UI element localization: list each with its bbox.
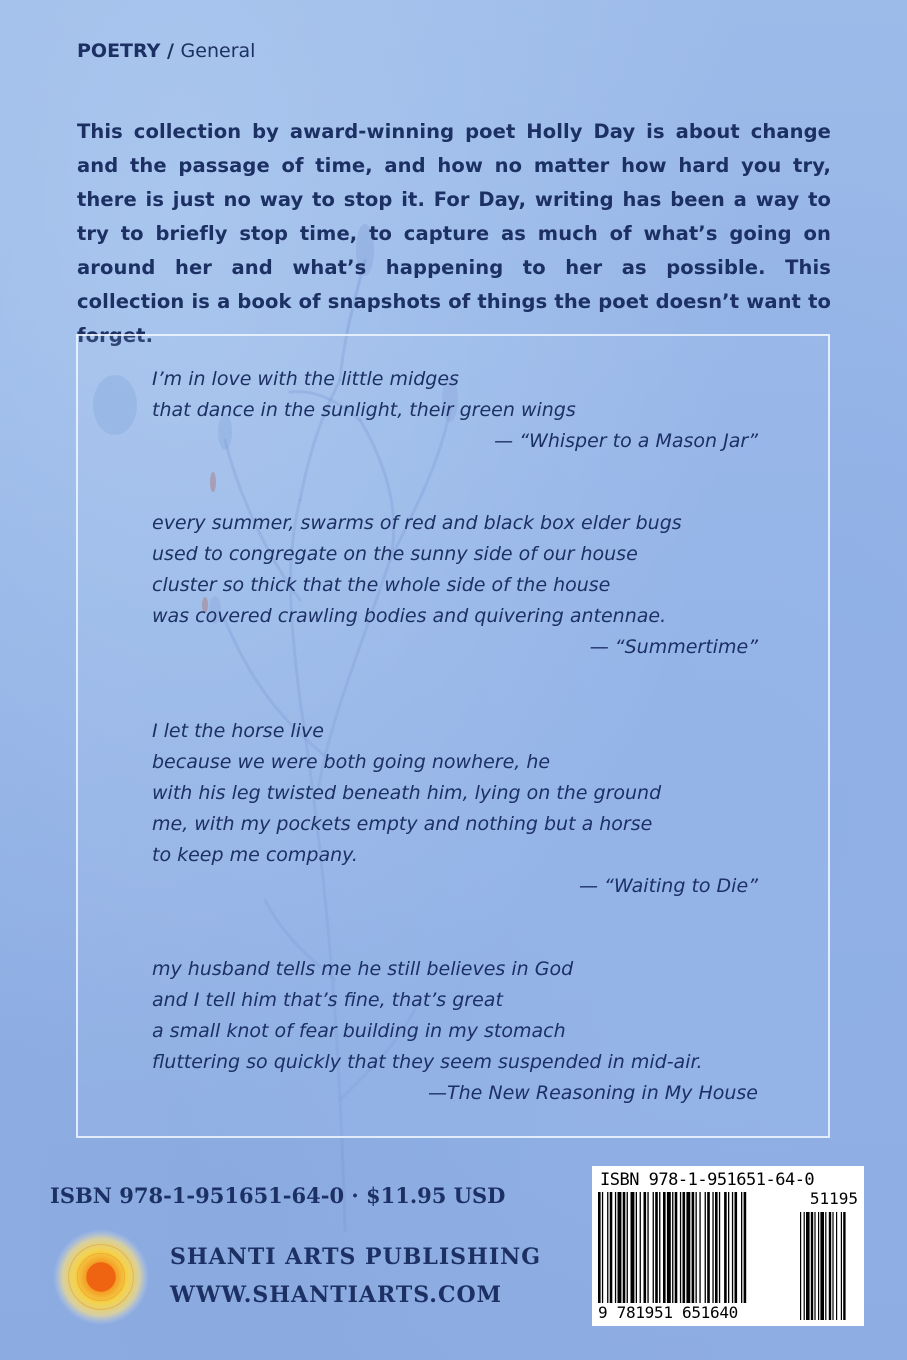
- publisher-block: [170, 1238, 541, 1314]
- category-sub: General: [180, 40, 256, 62]
- quote-attribution: —The New Reasoning in My House: [428, 1082, 758, 1104]
- quote-line: I’m in love with the little midges: [152, 368, 459, 390]
- quote-4: [152, 954, 758, 1109]
- quote-line: me, with my pockets empty and nothing but a horse: [152, 813, 653, 835]
- quote-line: my husband tells me he still believes in God: [152, 958, 574, 980]
- publisher-sun-logo: [52, 1228, 150, 1326]
- category-label: POETRY / General: [77, 40, 256, 62]
- quote-attribution: — “Summertime”: [589, 636, 758, 658]
- quote-line: every summer, swarms of red and black box elder bugs: [152, 512, 682, 534]
- quote-line: used to congregate on the sunny side of our house: [152, 543, 638, 565]
- quote-line: with his leg twisted beneath him, lying on the ground: [152, 782, 662, 804]
- quote-1: [152, 364, 758, 457]
- quote-line: and I tell him that’s fine, that’s great: [152, 989, 503, 1011]
- quote-line: cluster so thick that the whole side of the house: [152, 574, 611, 596]
- quote-attribution: — “Waiting to Die”: [579, 875, 758, 897]
- barcode-bars: [598, 1192, 860, 1320]
- quote-attribution: — “Whisper to a Mason Jar”: [494, 430, 758, 452]
- book-description: This collection by award-winning poet Holly Day is about change and the passage of time, and how no matter how hard you try, there is just no way to stop it. For Day, writing has been a way to try to briefly stop time, to capture as much of what’s going on around her and what’s happening to her as possible. This collection is a book of snapshots of things the poet doesn’t want to forget.: [77, 120, 831, 347]
- category-main: POETRY: [77, 40, 161, 62]
- quote-line: that dance in the sunlight, their green wings: [152, 399, 576, 421]
- quote-line: was covered crawling bodies and quivering antennae.: [152, 605, 667, 627]
- quote-line: because we were both going nowhere, he: [152, 751, 551, 773]
- quote-2: [152, 508, 758, 663]
- quote-3: [152, 716, 758, 902]
- barcode-digits: 9 781951 651640: [598, 1303, 788, 1322]
- quote-line: fluttering so quickly that they seem suspended in mid-air.: [152, 1051, 703, 1073]
- quote-line: a small knot of fear building in my stomach: [152, 1020, 566, 1042]
- publisher-name: SHANTI ARTS PUBLISHING: [170, 1244, 542, 1270]
- isbn-barcode: [592, 1166, 864, 1326]
- quote-line: I let the horse live: [152, 720, 324, 742]
- barcode-isbn-label: ISBN 978-1-951651-64-0: [600, 1170, 815, 1190]
- isbn-price-text: ISBN 978-1-951651-64-0 · $11.95 USD: [50, 1183, 506, 1208]
- barcode-price-code: 51195: [809, 1189, 858, 1208]
- publisher-url: WWW.SHANTIARTS.COM: [170, 1282, 502, 1308]
- quote-line: to keep me company.: [152, 844, 358, 866]
